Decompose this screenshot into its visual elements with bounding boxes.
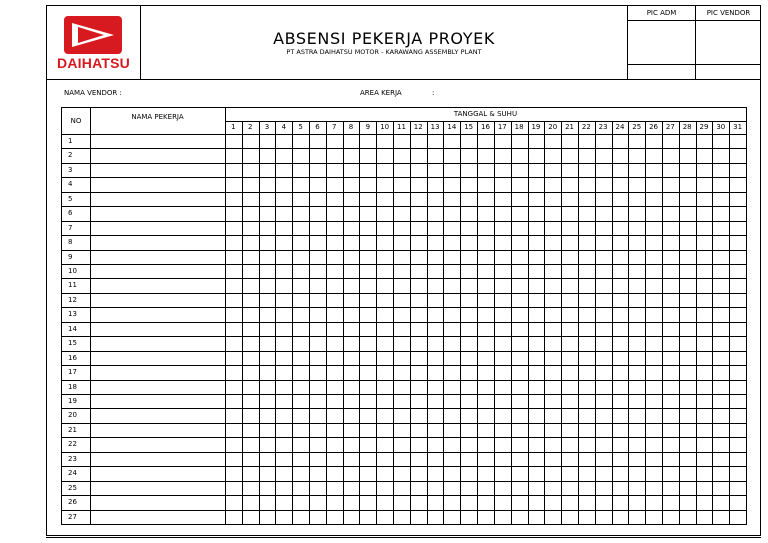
- grid-line-header-bottom: [62, 134, 746, 135]
- table-row-number: 11: [68, 281, 77, 290]
- day-number: 12: [413, 123, 423, 131]
- table-row-number: 21: [68, 425, 77, 434]
- grid-line-row: [62, 192, 746, 193]
- day-number: 10: [380, 123, 390, 131]
- vendor-name-label: NAMA VENDOR :: [64, 89, 122, 97]
- sheet-bottom-line: [46, 537, 761, 538]
- table-row-number: 26: [68, 498, 77, 507]
- grid-line-row: [62, 466, 746, 467]
- grid-line-row: [62, 163, 746, 164]
- table-row-number: 5: [68, 194, 73, 203]
- table-row-number: 22: [68, 440, 77, 449]
- table-row-number: 16: [68, 353, 77, 362]
- table-row-number: 17: [68, 368, 77, 377]
- grid-line-row: [62, 365, 746, 366]
- day-number: 27: [665, 123, 675, 131]
- grid-line-row: [62, 148, 746, 149]
- table-row-number: 24: [68, 469, 77, 478]
- grid-line-row: [62, 293, 746, 294]
- page-subtitle: PT ASTRA DAIHATSU MOTOR - KARAWANG ASSEMBLY PLANT: [286, 48, 482, 56]
- grid-line-row: [62, 437, 746, 438]
- day-number: 6: [315, 123, 320, 131]
- column-header-no: NO: [70, 117, 82, 125]
- day-number: 14: [447, 123, 457, 131]
- pic-vendor-divider: [696, 64, 761, 65]
- day-number: 2: [247, 123, 253, 131]
- grid-line-row: [62, 394, 746, 395]
- day-number: 13: [430, 123, 440, 131]
- day-number: 9: [365, 123, 371, 131]
- table-row-number: 14: [68, 324, 77, 333]
- table-row-number: 20: [68, 411, 77, 420]
- column-header-name: NAMA PEKERJA: [131, 113, 184, 121]
- table-row-number: 12: [68, 295, 77, 304]
- day-number: 31: [733, 123, 743, 131]
- day-number: 24: [615, 123, 625, 131]
- grid-line-row: [62, 322, 746, 323]
- grid-line-row: [62, 495, 746, 496]
- grid-line-row: [62, 307, 746, 308]
- grid-line-row: [62, 408, 746, 409]
- grid-line-row: [62, 278, 746, 279]
- column-header-date: TANGGAL & SUHU: [453, 110, 518, 118]
- pic-vendor-box: [695, 6, 761, 79]
- table-row-number: 23: [68, 454, 77, 463]
- daihatsu-logo-icon: [64, 16, 122, 54]
- table-row-number: 13: [68, 310, 77, 319]
- grid-line-name: [225, 108, 226, 524]
- day-number: 7: [331, 123, 337, 131]
- grid-line-row: [62, 481, 746, 482]
- table-row-number: 10: [68, 267, 77, 275]
- grid-line-row: [62, 177, 746, 178]
- grid-line-row: [62, 510, 746, 511]
- work-area-label: AREA KERJA: [360, 89, 402, 97]
- day-number: 23: [598, 123, 608, 131]
- day-number: 1: [231, 123, 236, 131]
- table-row-number: 3: [68, 165, 73, 174]
- day-number: 22: [581, 123, 591, 131]
- day-number: 30: [716, 123, 726, 131]
- pic-vendor-label: PIC VENDOR: [696, 6, 761, 21]
- page-title: ABSENSI PEKERJA PROYEK: [273, 29, 495, 48]
- sheet-header: [47, 6, 760, 80]
- day-number: 3: [264, 123, 270, 131]
- day-number: 18: [514, 123, 524, 131]
- table-row-number: 15: [68, 339, 77, 348]
- attendance-sheet: [46, 5, 761, 536]
- table-row-number: 1: [68, 137, 73, 145]
- day-number: 21: [565, 123, 574, 131]
- pic-adm-box: [627, 6, 695, 79]
- day-number: 25: [632, 123, 642, 131]
- grid-line-row: [62, 221, 746, 222]
- table-row-number: 6: [68, 209, 73, 218]
- day-number: 26: [649, 123, 659, 131]
- attendance-table: [61, 107, 747, 525]
- grid-line-row: [62, 235, 746, 236]
- day-number: 16: [481, 123, 490, 131]
- grid-line-row: [62, 351, 746, 352]
- brand-name: DAIHATSU: [57, 55, 130, 71]
- table-row-number: 8: [68, 238, 73, 247]
- pic-adm-divider: [628, 64, 695, 65]
- grid-line-no: [90, 108, 91, 524]
- work-area-colon: :: [432, 89, 435, 97]
- title-box: [141, 6, 627, 79]
- grid-line-row: [62, 452, 746, 453]
- table-row-number: 7: [68, 223, 73, 232]
- day-number: 15: [464, 123, 474, 131]
- day-number: 4: [281, 123, 287, 131]
- day-number: 17: [497, 123, 507, 131]
- table-row-number: 25: [68, 483, 77, 492]
- day-number: 20: [548, 123, 558, 131]
- day-number: 8: [348, 123, 354, 131]
- day-number: 29: [699, 123, 709, 131]
- table-row-number: 4: [68, 180, 73, 189]
- day-number: 19: [531, 123, 541, 131]
- table-row-number: 27: [68, 512, 77, 521]
- grid-line-row: [62, 206, 746, 207]
- grid-line-row: [62, 250, 746, 251]
- grid-line-row: [62, 336, 746, 337]
- day-number: 5: [298, 123, 303, 131]
- grid-line-row: [62, 423, 746, 424]
- grid-line-row: [62, 380, 746, 381]
- table-row-number: 18: [68, 382, 77, 391]
- table-row-number: 19: [68, 397, 77, 405]
- logo-box: [47, 6, 141, 79]
- table-row-number: 2: [68, 151, 73, 160]
- day-number: 28: [682, 123, 692, 131]
- table-row-number: 9: [68, 252, 73, 261]
- day-number: 11: [397, 123, 406, 131]
- pic-adm-label: PIC ADM: [628, 6, 695, 21]
- grid-line-row: [62, 264, 746, 265]
